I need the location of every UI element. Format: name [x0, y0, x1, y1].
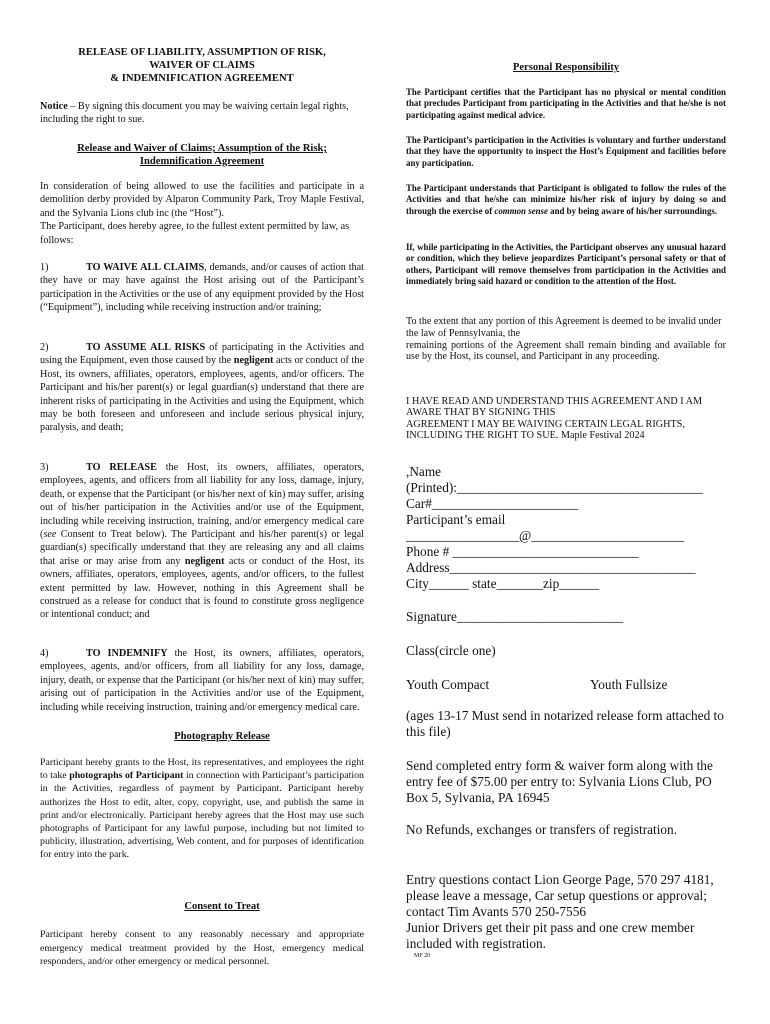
title-line: & INDEMNIFICATION AGREEMENT [110, 73, 294, 84]
clause-lead: TO WAIVE ALL CLAIMS [86, 262, 205, 273]
clause-text: the Host, its owners, affiliates, operators, employees, agents, and/or officers, from all liability for any loss, damage, injury, death, or expense that the Participant (or his/her next of kin) may suffer, arising out of participation in the Activities and/or use of the Equipment, including while receiving instruction, training and/or emergency medical care. [40, 648, 364, 713]
phone-field[interactable]: Phone # ____________________________ [406, 544, 639, 559]
responsibility-paragraph [406, 183, 726, 217]
contact-info [406, 872, 726, 952]
class-options [406, 677, 726, 693]
junior-drivers-text: Junior Drivers get their pit pass and one crew member included with registration. [406, 920, 695, 951]
personal-heading: Personal Responsibility [512, 62, 620, 73]
clause-number: 3) [40, 462, 49, 473]
car-number-field[interactable]: Car#______________________ [406, 496, 579, 511]
clause-lead: TO ASSUME ALL RISKS [86, 342, 206, 353]
email-label: Participant’s email [406, 512, 506, 527]
questions-text: Entry questions contact Lion George Page, 570 297 4181, please leave a message, Car setup questions or approval; contact Tim Avants 570 250-7556 [406, 872, 714, 919]
responsibility-paragraph: If, while participating in the Activities, the Participant observes any unusual hazard or condition, which they believe jeopardizes Participant’s personal safety or that of others, Participant will remove themselves from participation in the Activities and immediately bring said hazard or condition to the attention of the Host. [406, 242, 726, 287]
photo-bold: photographs of Participant [69, 770, 184, 782]
address-field[interactable]: Address_____________________________________ [406, 560, 696, 575]
acknowledgement-text: AGREEMENT I MAY BE WAIVING CERTAIN LEGAL RIGHTS, INCLUDING THE RIGHT TO SUE. Maple Festival 2024 [406, 418, 685, 442]
consent-heading: Consent to Treat [184, 901, 260, 912]
photo-paragraph [40, 756, 364, 862]
consideration-text: In consideration of being allowed to use the facilities and participate in a demolition derby provided by Alparon Community Park, Troy Maple Festival, and the Sylvania Lions club inc (the “Host”). [40, 181, 364, 219]
clause-indemnify [40, 647, 364, 714]
clause-negligent: negligent [233, 355, 274, 367]
release-heading-line: Release and Waiver of Claims; Assumption of the Risk; [77, 143, 327, 154]
responsibility-em: common sense [494, 205, 548, 216]
email-field[interactable]: _________________@_______________________ [406, 528, 685, 543]
responsibility-text: The Participant understands that Participant is obligated to follow the rules of the Activities and that he/she can minimize his/her risk of injury by doing so and through the exercise of [406, 183, 726, 216]
clause-number: 4) [40, 648, 49, 659]
footer-code: MF 20 [414, 953, 431, 959]
responsibility-text: and by being aware of his/her surroundings. [547, 205, 718, 216]
ages-note: (ages 13-17 Must send in notarized release form attached to this file) [406, 708, 724, 739]
release-heading [40, 142, 364, 168]
name-printed-field[interactable]: (Printed):_____________________________________ [406, 480, 703, 495]
photo-text: in connection with Participant’s participation in the Activities, regardless of payment by Participant. Participant hereby authorizes the Host to edit, alter, copy, copyright, use, and publish the same in print and/or electronically. Participant hereby agrees that the Host may use such photographs of Participant for any lawful purpose, including but not limited to publicity, illustration, advertising, Web content, and for purposes of identification for entry into the park. [40, 770, 364, 861]
signature-field[interactable]: Signature_________________________ [406, 609, 624, 624]
clause-assume-risks [40, 341, 364, 435]
title-line: RELEASE OF LIABILITY, ASSUMPTION OF RISK, [78, 47, 326, 58]
participant-agree-text: The Participant, does hereby agree, to the fullest extent permitted by law, as follows: [40, 221, 350, 246]
entry-form-fields [406, 464, 726, 592]
clause-lead: TO RELEASE [86, 462, 157, 473]
photo-text: Participant hereby grants to the Host, its representatives, and employees the right to take [40, 757, 364, 782]
responsibility-paragraph: The Participant’s participation in the Activities is voluntary and further understand that they have the opportunity to inspect the Host’s Equipment and facilities before any participation. [406, 135, 726, 168]
notice-label: Notice [40, 101, 68, 112]
send-instructions: Send completed entry form & waiver form along with the entry fee of $75.00 per entry to: Sylvania Lions Club, PO Box 5, Sylvania, PA 16945 [406, 758, 713, 805]
clause-see: see [43, 529, 57, 541]
severability-paragraph [406, 316, 726, 363]
consent-paragraph: Participant hereby consent to any reasonably necessary and appropriate emergency medical treatment provided by the Host, emergency medical responders, and/or other emergency or medical personnel. [40, 929, 364, 968]
no-refunds-note: No Refunds, exchanges or transfers of registration. [406, 822, 678, 837]
clause-lead: TO INDEMNIFY [86, 648, 168, 659]
clause-negligent: negligent [184, 555, 225, 567]
clause-text: the Host, its owners, affiliates, operators, employees, agents, and officers from all liability for any loss, damage, injury, death, or expense that the Participant (or his/her next of kin) may suffer, arising out of his/her participation in the Activities and/or use of the Equipment, including while receiving instruction, training, and/or emergency medical care ( [40, 462, 364, 541]
clause-number: 1) [40, 262, 49, 273]
agreement-title [40, 46, 364, 85]
severability-text: To the extent that any portion of this Agreement is deemed to be invalid under the law of Pennsylvania, the [406, 316, 722, 339]
severability-text: remaining portions of the Agreement shall remain binding and available for use by the Host, its counsel, and Participant in any proceeding. [406, 339, 726, 363]
class-option-youth-fullsize[interactable]: Youth Fullsize [590, 677, 668, 692]
notice-text: – By signing this document you may be waiving certain legal rights, including the right to sue. [40, 101, 349, 126]
consideration-paragraph [40, 180, 364, 247]
clause-text: acts or conduct of the Host, its owners, affiliates, operators, employees, agents, and/or officers, to the fullest extent permitted by law. However, nothing in this Agreement shall be construed as a release for conduct that is found to constitute gross negligence or intentional conduct; and [40, 555, 364, 621]
clause-text: Consent to Treat below). The Participant and his/her parent(s) or legal guardian(s) specifically understand that they are releasing any and all claims that arise or may arise from any [40, 529, 364, 567]
title-line: WAIVER OF CLAIMS [149, 60, 255, 71]
class-option-youth-compact[interactable]: Youth Compact [406, 677, 490, 692]
clause-text: acts or conduct of the Host, its owners, affiliates, operators, employees, agents, and/or officers. The Participant and his/her parent(s) or legal guardian(s) understand that there are inherent risks of participating in the Activities and using the Equipment, which may be both foreseen and unforeseen and include serious physical injury, paralysis, and death; [40, 355, 365, 434]
clause-number: 2) [40, 342, 49, 353]
acknowledgement-text: I HAVE READ AND UNDERSTAND THIS AGREEMENT AND I AM AWARE THAT BY SIGNING THIS [406, 396, 703, 419]
city-state-zip-field[interactable]: City______ state_______zip______ [406, 576, 600, 591]
photo-heading: Photography Release [174, 731, 270, 742]
clause-release [40, 461, 364, 622]
acknowledgement [406, 396, 726, 442]
clause-waive-claims [40, 261, 364, 315]
class-label: Class(circle one) [406, 643, 496, 658]
clause-text: of participating in the Activities and using the Equipment, even those caused by the [40, 342, 364, 367]
responsibility-paragraph: The Participant certifies that the Participant has no physical or mental condition that precludes Participant from participating in the Activities and that he/she is not participating against medical advice. [406, 87, 726, 120]
notice-paragraph [40, 100, 364, 127]
clause-text: , demands, and/or causes of action that they have or may have against the Host arising out of the Participant’s participation in the Activities or the use of any equipment provided by the Host (“Equipment”), including while receiving instruction and/or training; [40, 262, 364, 314]
release-heading-line: Indemnification Agreement [139, 156, 265, 167]
name-label: ,Name [406, 464, 442, 479]
